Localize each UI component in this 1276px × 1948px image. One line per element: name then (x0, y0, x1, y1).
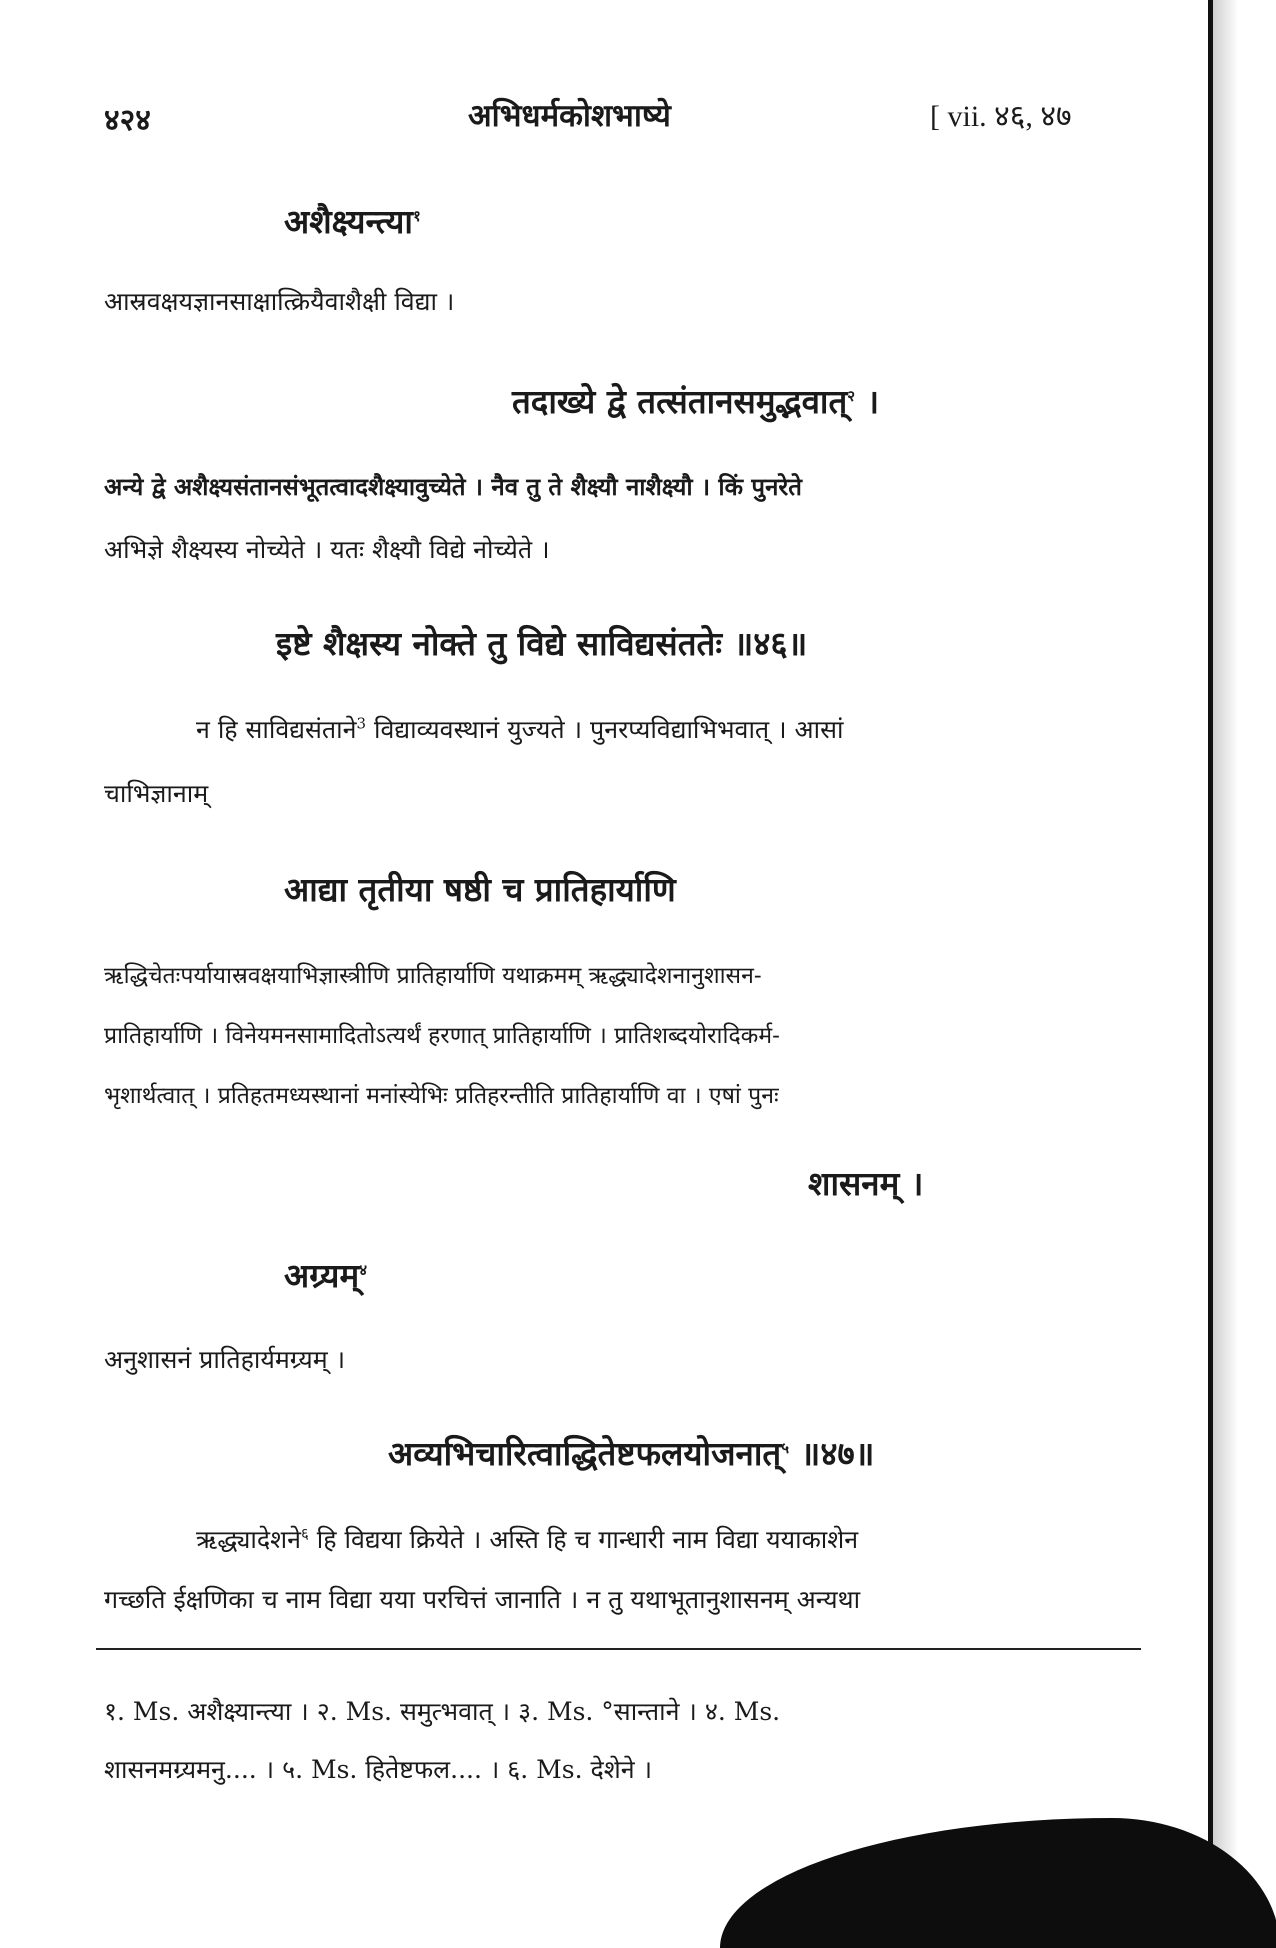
section-reference: [ vii. ४६, ४७ (930, 100, 1072, 133)
commentary-4-line-1: ऋद्धिचेतःपर्यायास्रवक्षयाभिज्ञास्त्रीणि प्रातिहार्याणि यथाक्रमम् ऋद्ध्यादेशनानुशासन- (104, 963, 762, 989)
commentary-7-line-1: ऋद्ध्यादेशने$^६$ हि विद्यया क्रियेते । अस्ति हि च गान्धारी नाम विद्या यया‌काशेन (196, 1524, 859, 1554)
commentary-1: आस्रवक्षयज्ञानसाक्षात्क्रियैवाशैक्षी विद्या । (104, 287, 455, 316)
verse-3: इष्टे शैक्षस्य नोक्ते तु विद्ये साविद्यसंततेः ॥४६॥ (276, 624, 808, 663)
commentary-7-line-2: गच्छति ईक्षणिका च नाम विद्या यया परचित्तं जानाति । न तु यथाभूतानुशासनम् अन्यथा (104, 1585, 861, 1614)
verse-7: अव्यभिचारित्वाद्धितेष्टफलयोजनात्$^५$ ॥४७॥ (388, 1434, 875, 1473)
verse-2: तदाख्ये द्वे तत्संतानसमुद्भवात्$^२$ । (512, 382, 880, 421)
scan-shadow (720, 1818, 1276, 1948)
verse-4: आद्या तृतीया षष्ठी च प्रातिहार्याणि (284, 870, 676, 909)
commentary-3-line-1: न हि साविद्यसंताने$^3$ विद्याव्यवस्थानं युज्यते । पुनरप्यविद्याभिभवात् । आसां (196, 714, 844, 744)
footnotes-line-1: १. Ms. अशैक्ष्यान्त्या । २. Ms. समुत्भवात् । ३. Ms. °सान्ताने । ४. Ms. (104, 1697, 781, 1726)
verse-6: अग्र्यम्$^४$ (284, 1256, 367, 1295)
footnote-divider (96, 1648, 1141, 1650)
verse-1: अशैक्ष्यन्त्या$^१$ (284, 202, 421, 241)
commentary-4-line-3: भृशार्थत्वात् । प्रतिहतमध्यस्थानां मनांस्येभिः प्रतिहरन्तीति प्रातिहार्याणि वा । एषां पुनः (104, 1083, 779, 1109)
footnotes-line-2: शासनमग्र्यमनु.... । ५. Ms. हितेष्टफल.... । ६. Ms. देशेने । (104, 1755, 653, 1784)
commentary-3-line-2: चाभिज्ञानाम् (104, 779, 209, 808)
page-number: ४२४ (104, 103, 151, 138)
commentary-2-line-2: अभिज्ञे शैक्ष्यस्य नोच्येते । यतः शैक्ष्यौ विद्ये नोच्येते । (104, 535, 550, 564)
book-page-edge (1208, 0, 1213, 1913)
commentary-6: अनुशासनं प्रातिहार्यमग्र्यम् । (104, 1345, 346, 1374)
verse-5: शासनम् । (808, 1164, 924, 1203)
page-edge-shadow (1213, 0, 1276, 1913)
commentary-4-line-2: प्रातिहार्याणि । विनेयमनसामादितोऽत्यर्थं हरणात् प्रातिहार्याणि । प्रातिशब्दयोरादिकर्म- (104, 1023, 780, 1049)
commentary-2-line-1: अन्ये द्वे अशैक्ष्यसंतानसंभूतत्वादशैक्ष्यावुच्येते । नैव तु ते शैक्ष्यौ नाशैक्ष्यौ । किं पुनरेते (104, 472, 802, 501)
running-title: अभिधर्मकोशभाष्ये (468, 98, 671, 134)
